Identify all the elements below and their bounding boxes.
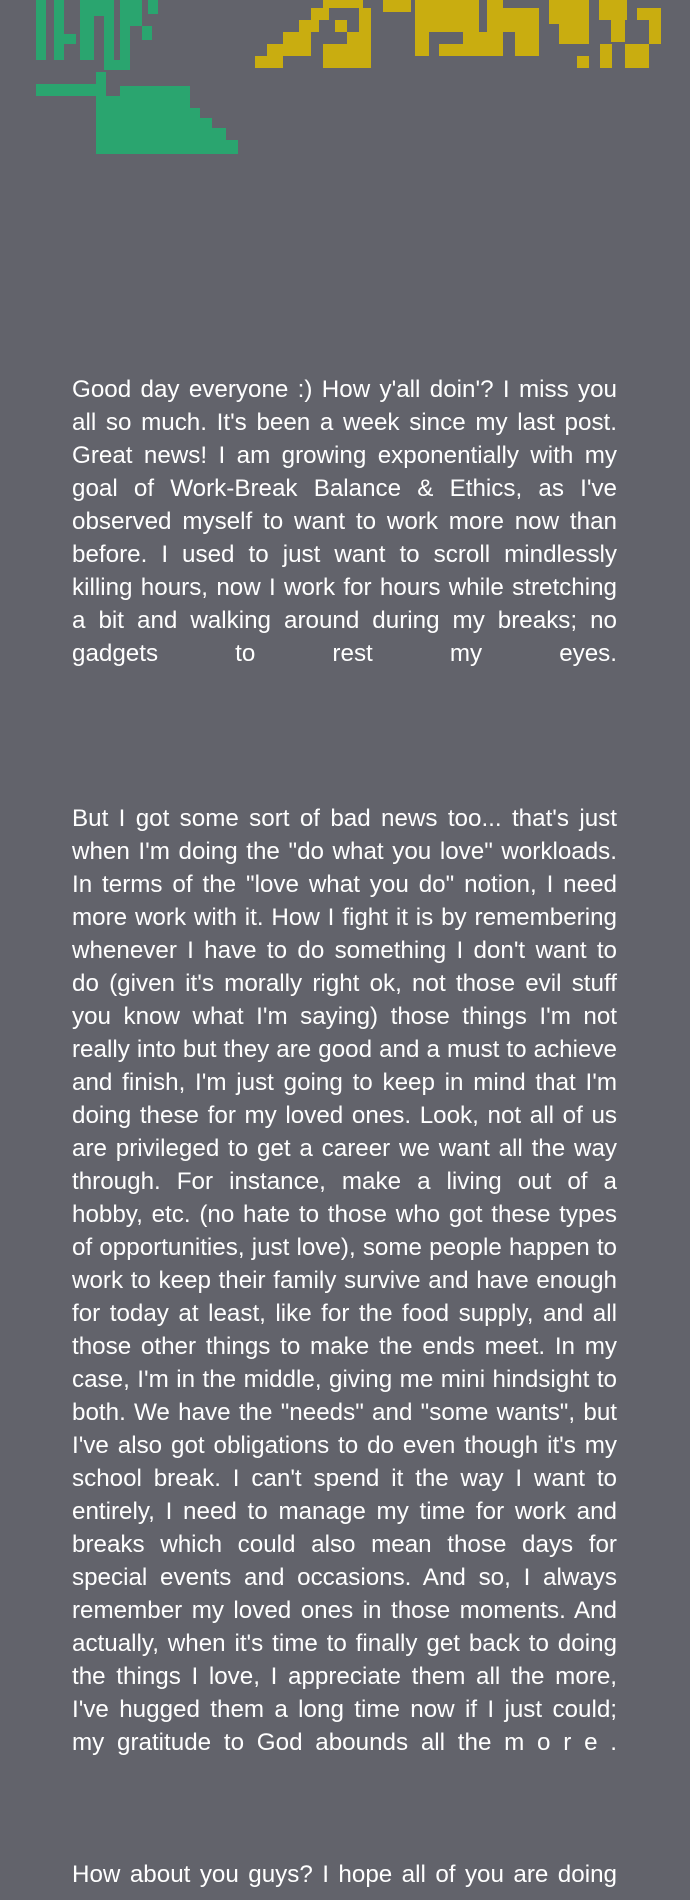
- post-paragraph-3: How about you guys? I hope all of you are doing: [72, 1861, 617, 1888]
- blog-post-content: [72, 373, 617, 1891]
- green-pixel-logo-icon: [36, 0, 238, 154]
- post-paragraph-1: Good day everyone :) How y'all doin'? I miss you all so much. It's been a week since my last post. Great news! I am growing exponentially with my goal of Work-Break Balance & Ethics, as I've observed myself to want to work more now than before. I used to just want to scroll mindlessly killing hours, now I work for hours while stretching a bit and walking around during my breaks; no gadgets to rest my eyes.: [72, 376, 617, 667]
- pixel-art-logo-icon: [0, 0, 690, 160]
- yellow-pixel-logo-icon: [255, 0, 661, 68]
- post-paragraph-2: But I got some sort of bad news too... that's just when I'm doing the "do what you love" workloads. In terms of the "love what you do" notion, I need more work with it. How I fight it is by remembering whenever I have to do something I don't want to do (given it's morally right ok, not those evil stuff you know what I'm saying) those things I'm not really into but they are good and a must to achieve and finish, I'm just going to keep in mind that I'm doing these for my loved ones. Look, not all of us are privileged to get a career we want all the way through. For instance, make a living out of a hobby, etc. (no hate to those who got these types of opportunities, just love), some people happen to work to keep their family survive and have enough for today at least, like for the food supply, and all those other things to make the ends meet. In my case, I'm in the middle, giving me mini hindsight to both. We have the "needs" and "some wants", but I've also got obligations to do even though it's my school break. I can't spend it the way I want to entirely, I need to manage my time for work and breaks which could also mean those days for special events and occasions. And so, I always remember my loved ones in those moments. And actually, when it's time to finally get back to doing the things I love, I appreciate them all the more, I've hugged them a long time now if I just could; my gratitude to God abounds all the m o r e .: [72, 805, 617, 1756]
